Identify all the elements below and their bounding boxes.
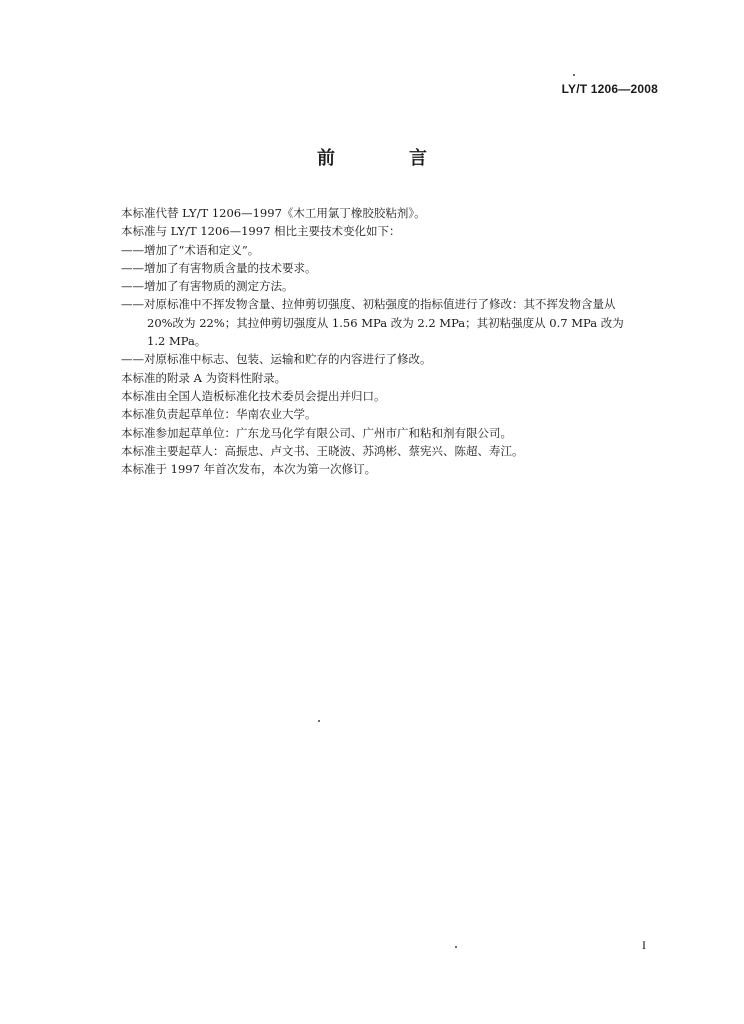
list-item-hazard-requirements: ——增加了有害物质含量的技术要求。 xyxy=(121,260,317,275)
list-item-marking-changes: ——对原标准中标志、包装、运输和贮存的内容进行了修改。 xyxy=(121,352,432,367)
list-item-index-changes-line3: 1.2 MPa。 xyxy=(147,334,207,349)
list-item-index-changes-line1: ——对原标准中不挥发物含量、拉伸剪切强度、初粘强度的指标值进行了修改：其不挥发物含量从 xyxy=(121,297,616,312)
paragraph-replaces: 本标准代替 LY/T 1206—1997《木工用氯丁橡胶胶粘剂》。 xyxy=(121,206,426,220)
scan-speck xyxy=(455,946,457,948)
page-number: I xyxy=(642,938,646,952)
paragraph-participating-drafters: 本标准参加起草单位：广东龙马化学有限公司、广州市广和粘和剂有限公司。 xyxy=(121,425,512,440)
page-title: 前 言 xyxy=(317,148,455,169)
list-item-hazard-methods: ——增加了有害物质的测定方法。 xyxy=(121,279,294,294)
scan-speck xyxy=(318,720,320,722)
paragraph-changes-intro: 本标准与 LY/T 1206—1997 相比主要技术变化如下： xyxy=(121,224,401,239)
list-item-terms: ——增加了“术语和定义”。 xyxy=(121,242,260,257)
paragraph-main-drafters: 本标准主要起草人：高振忠、卢文书、王晓波、苏鸿彬、蔡宪兴、陈超、寿江。 xyxy=(121,443,524,458)
paragraph-lead-drafter: 本标准负责起草单位：华南农业大学。 xyxy=(121,407,317,422)
paragraph-history: 本标准于 1997 年首次发布，本次为第一次修订。 xyxy=(121,462,377,477)
paragraph-proposer: 本标准由全国人造板标准化技术委员会提出并归口。 xyxy=(121,388,386,403)
paragraph-appendix: 本标准的附录 A 为资料性附录。 xyxy=(121,370,287,385)
standard-code: LY/T 1206—2008 xyxy=(561,82,658,96)
list-item-index-changes xyxy=(121,295,661,350)
scan-speck xyxy=(573,74,575,76)
list-item-index-changes-line2: 20%改为 22%；其拉伸剪切强度从 1.56 MPa 改为 2.2 MPa；其初粘强度从 0.7 MPa 改为 xyxy=(147,315,624,330)
document-body xyxy=(121,204,661,478)
